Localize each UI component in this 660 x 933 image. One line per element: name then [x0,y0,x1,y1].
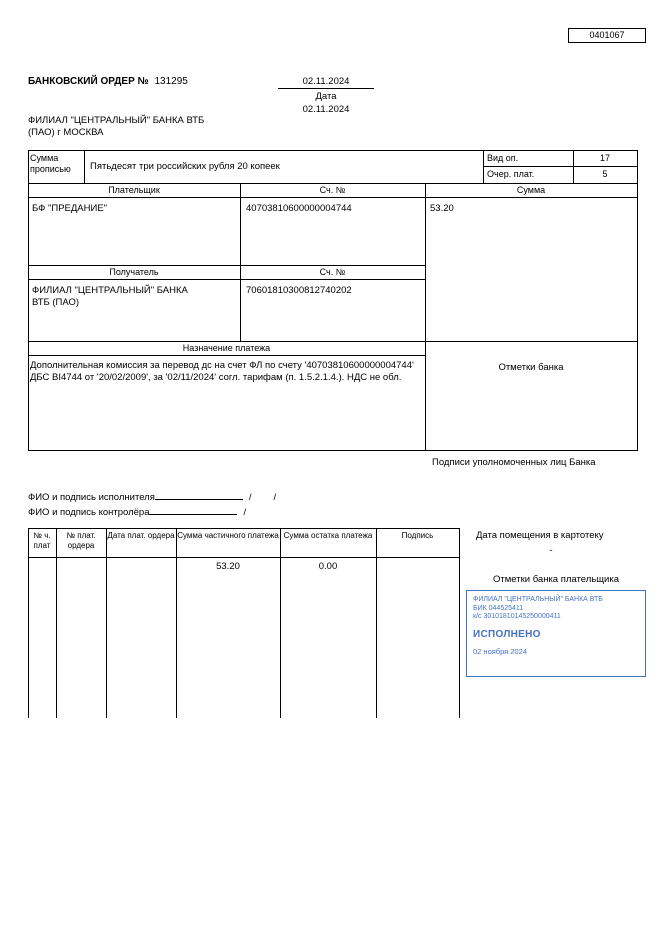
stamp-status: ИСПОЛНЕНО [473,628,541,640]
payee-header: Получатель [109,267,159,277]
amount-words-label: Сумма прописью [30,153,71,174]
stamp-bik: БИК 044525411 [473,604,524,612]
slash: / [248,492,252,503]
table-line [280,528,281,718]
table-line [425,183,426,450]
table-line [28,341,638,342]
table-line [28,265,425,266]
table-line [56,528,57,718]
form-code-box [568,28,646,43]
controller-signature-line [149,506,237,515]
stamp-date: 02 ноября 2024 [473,647,528,656]
col-header-remainder-sum: Сумма остатка платежа [283,531,373,540]
payee-name: ФИЛИАЛ "ЦЕНТРАЛЬНЫЙ" БАНКА ВТБ (ПАО) [32,285,188,308]
table-line [28,150,638,151]
table-line [240,183,241,341]
executor-label: ФИО и подпись исполнителя [28,492,155,503]
col-header-partial-sum: Сумма частичного платежа [177,531,279,540]
op-type-value: 17 [599,153,610,163]
stamp-bank-name: ФИЛИАЛ "ЦЕНТРАЛЬНЫЙ" БАНКА ВТБ [473,596,603,603]
payer-account: 40703810600000004744 [246,203,352,214]
executor-signature-row [28,491,276,503]
bank-branch-block [28,115,204,138]
authorized-signatures-label: Подписи уполномоченных лиц Банка [432,457,596,468]
table-line [483,150,484,183]
table-line [483,166,638,167]
table-line [637,150,638,450]
table-line [28,528,29,718]
order-date-2: 02.11.2024 [302,104,350,115]
priority-label: Очер. плат. [487,169,535,179]
execution-stamp [466,590,646,677]
table-line [28,528,460,529]
sum-header: Сумма [516,185,546,195]
purpose-text: Дополнительная комиссия за перевод дс на счет ФЛ по счету '40703810600000004744' ДБС BI4744 от '20/02/2009', за '02/11/2024' согл. тарифам (п. 1.5.2.1.4.). НДС не обл. [30,360,414,383]
bank-marks-label: Отметки банка [498,362,564,373]
col-header-order-number: № плат. ордера [66,531,96,550]
order-number: 131295 [154,76,188,87]
table-line [28,557,460,558]
card-file-date-label: Дата помещения в картотеку [476,530,604,541]
payer-bank-marks-label: Отметки банка плательщика [493,574,619,585]
sum-value: 53.20 [430,203,454,214]
table-line [28,355,425,356]
purpose-header: Назначение платежа [182,343,271,353]
table-line [376,528,377,718]
table-line [28,450,638,451]
controller-label: ФИО и подпись контролёра [28,507,150,518]
priority-value: 5 [602,169,608,179]
payee-account-header: Сч. № [319,267,346,277]
order-title-row [28,76,188,87]
table-line [176,528,177,718]
form-code: 0401067 [589,30,625,40]
slash: / [273,492,277,503]
stamp-corr-account: к/с 30101810145250000411 [473,613,561,620]
remainder-sum-value: 0.00 [318,561,338,572]
table-line [459,528,460,718]
table-line [106,528,107,718]
table-line [28,197,638,198]
executor-signature-line [155,491,243,500]
date-label: Дата [315,91,337,102]
col-header-signature: Подпись [401,531,434,540]
payer-header: Плательщик [108,185,160,195]
table-line [28,279,425,280]
op-type-label: Вид оп. [487,153,519,163]
table-line [84,150,85,183]
payer-name: БФ "ПРЕДАНИЕ" [32,203,108,214]
controller-signature-row [28,506,246,518]
payer-account-header: Сч. № [319,185,346,195]
order-title: БАНКОВСКИЙ ОРДЕР № [28,76,149,87]
col-header-order-date: Дата плат. ордера [107,531,175,540]
table-line [28,150,29,450]
table-line [28,183,638,184]
partial-sum-value: 53.20 [216,561,240,572]
payee-account: 70601810300812740202 [246,285,352,296]
bank-branch-name-line2: (ПАО) г МОСКВА [28,126,104,138]
card-file-date-value: - [549,545,553,556]
bank-branch-name-line1: ФИЛИАЛ "ЦЕНТРАЛЬНЫЙ" БАНКА ВТБ [28,115,205,126]
col-header-part-number: № ч. плат [33,531,51,550]
amount-words: Пятьдесят три российских рубля 20 копеек [90,161,280,172]
slash: / [243,507,247,518]
order-date: 02.11.2024 [278,76,374,89]
